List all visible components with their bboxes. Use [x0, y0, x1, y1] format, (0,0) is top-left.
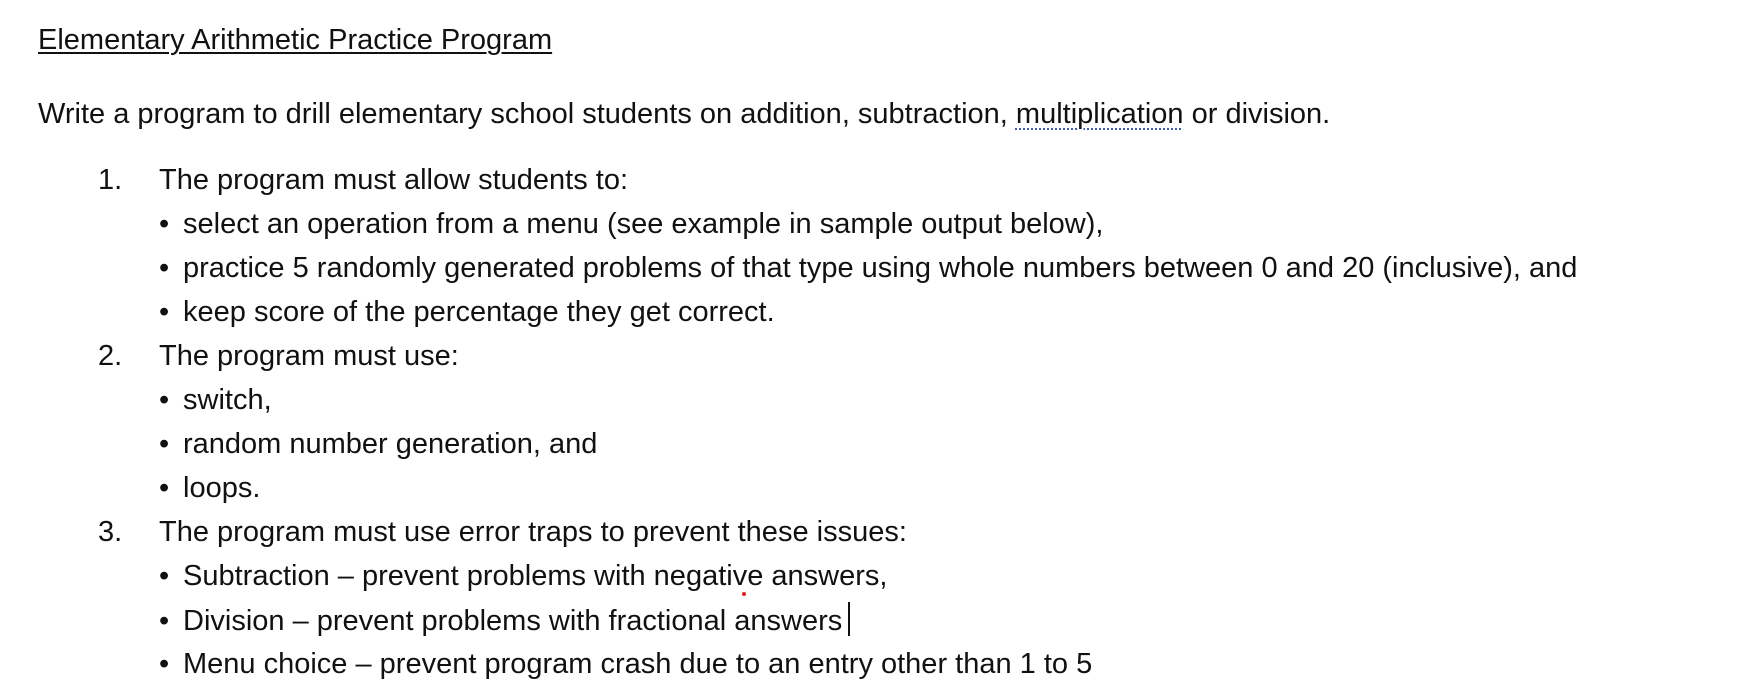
bullet-icon: •: [159, 648, 170, 680]
bullet-text: random number generation, and: [183, 428, 598, 460]
bullet-icon: •: [159, 560, 170, 592]
bullet-text: switch,: [183, 384, 272, 416]
bullet-text: select an operation from a menu (see example in sample output below),: [183, 208, 1104, 240]
document-title: Elementary Arithmetic Practice Program: [38, 24, 553, 56]
bullet-icon: •: [159, 252, 170, 284]
bullet-item: [159, 602, 850, 639]
item-number-3: 3.: [98, 516, 123, 548]
bullet-item: [159, 382, 272, 418]
text-cursor: [848, 602, 850, 636]
bullet-text: loops.: [183, 472, 261, 504]
bullet-icon: •: [159, 296, 170, 328]
bullet-text: Menu choice – prevent program crash due to an entry other than 1 to 5: [183, 648, 1093, 680]
bullet-text: Subtraction – prevent problems with negative answers,: [183, 560, 888, 592]
intro-paragraph: [38, 96, 1330, 132]
bullet-icon: •: [159, 208, 170, 240]
item-text-2: The program must use:: [159, 340, 459, 372]
bullet-icon: •: [159, 384, 170, 416]
bullet-item: [159, 646, 1092, 682]
bullet-item: [159, 250, 1577, 286]
bullet-item: [159, 426, 597, 462]
bullet-text: keep score of the percentage they get correct.: [183, 296, 775, 328]
intro-text-end: or division.: [1183, 98, 1331, 130]
spelling-flagged-word[interactable]: multiplication: [1015, 98, 1184, 130]
bullet-icon: •: [159, 605, 170, 637]
bullet-text: Division – prevent problems with fractional answers: [183, 605, 843, 637]
bullet-item: [159, 470, 260, 506]
item-text-1: The program must allow students to:: [159, 164, 629, 196]
intro-text-start: Write a program to drill elementary school students on addition, subtraction,: [38, 98, 1016, 130]
red-mark-dot: [742, 592, 746, 596]
bullet-item: [159, 558, 887, 594]
bullet-text: practice 5 randomly generated problems of that type using whole numbers between 0 and 20 (inclusive), and: [183, 252, 1578, 284]
item-number-2: 2.: [98, 340, 123, 372]
item-number-1: 1.: [98, 164, 123, 196]
item-text-3: The program must use error traps to prevent these issues:: [159, 516, 907, 548]
bullet-icon: •: [159, 472, 170, 504]
bullet-icon: •: [159, 428, 170, 460]
bullet-item: [159, 206, 1103, 242]
bullet-item: [159, 294, 775, 330]
